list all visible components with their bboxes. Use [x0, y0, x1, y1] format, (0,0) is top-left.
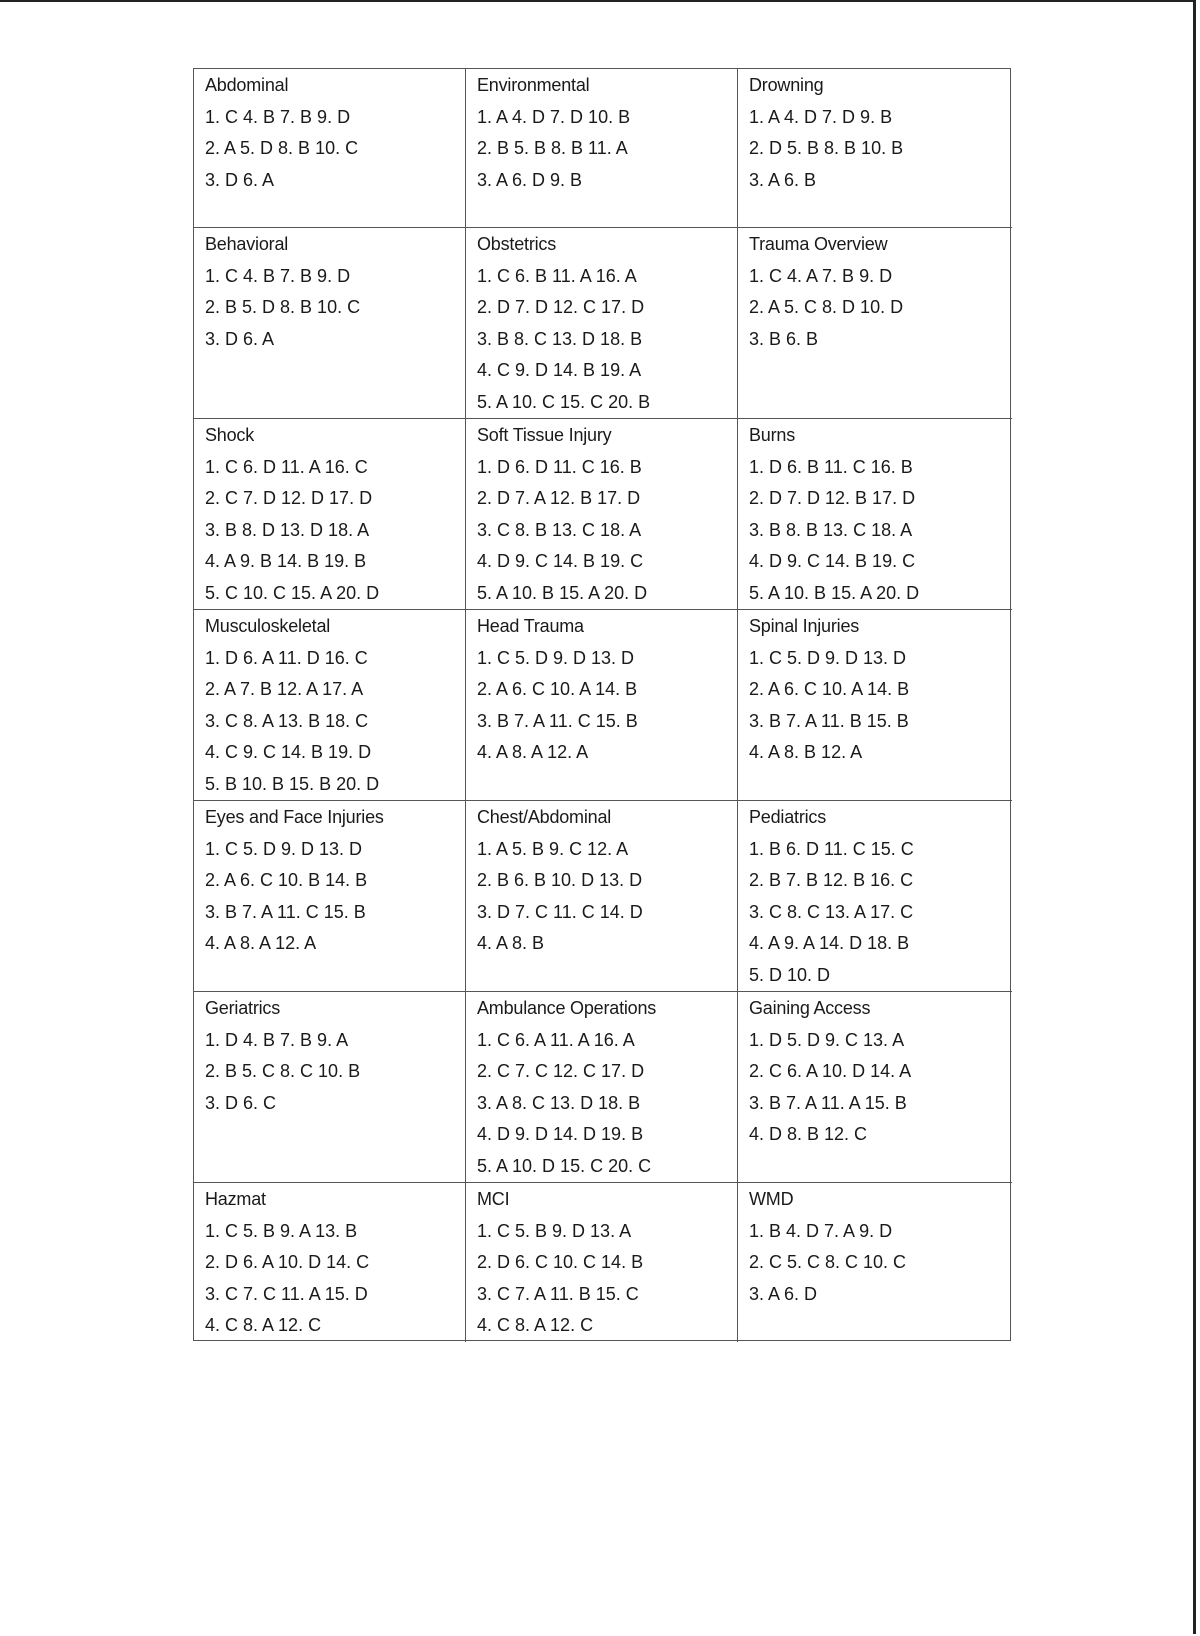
answer-line: 1. C 5. D 9. D 13. D [477, 647, 635, 668]
answer-line: 1. C 6. B 11. A 16. A [477, 265, 637, 286]
answer-section-cell [466, 228, 738, 419]
answer-line: 1. D 5. D 9. C 13. A [749, 1029, 905, 1050]
answer-line: 4. D 9. C 14. B 19. C [749, 551, 916, 571]
answer-line: 1. C 5. B 9. A 13. B [205, 1220, 358, 1241]
answer-line: 2. D 7. D 12. B 17. D [749, 488, 916, 508]
answer-line: 3. A 6. D 9. B [477, 169, 583, 190]
answer-section-cell [738, 992, 1012, 1183]
answer-line: 2. A 6. C 10. A 14. B [749, 679, 910, 699]
section-title: Spinal Injuries [749, 616, 860, 636]
answer-line: 3. C 8. A 13. B 18. C [205, 710, 369, 731]
answer-line: 5. A 10. B 15. A 20. D [749, 582, 920, 603]
answer-line: 4. C 8. A 12. C [477, 1315, 594, 1335]
answer-line: 3. C 7. A 11. B 15. C [477, 1283, 639, 1304]
answer-line: 3. C 8. C 13. A 17. C [749, 901, 914, 922]
section-title: Hazmat [205, 1189, 266, 1209]
answer-line: 3. B 6. B [749, 328, 819, 349]
answer-line: 2. A 6. C 10. A 14. B [477, 679, 638, 699]
answer-line: 3. C 8. B 13. C 18. A [477, 519, 642, 540]
answer-line: 1. D 6. A 11. D 16. C [205, 647, 368, 668]
section-title: Behavioral [205, 234, 289, 254]
answer-line: 5. A 10. B 15. A 20. D [477, 582, 648, 603]
section-title: Geriatrics [205, 998, 281, 1018]
answer-line: 3. B 8. C 13. D 18. B [477, 328, 643, 349]
answer-line: 2. C 6. A 10. D 14. A [749, 1061, 912, 1081]
section-title: Chest/Abdominal [477, 807, 612, 827]
section-title: Environmental [477, 75, 590, 95]
answer-line: 1. C 5. D 9. D 13. D [749, 647, 907, 668]
section-title: Pediatrics [749, 807, 827, 827]
section-title: WMD [749, 1189, 794, 1209]
section-title: Trauma Overview [749, 234, 888, 254]
answer-line: 1. C 4. B 7. B 9. D [205, 265, 351, 286]
answer-line: 2. D 7. A 12. B 17. D [477, 488, 641, 508]
answer-line: 1. C 5. D 9. D 13. D [205, 838, 363, 859]
section-title: MCI [477, 1189, 510, 1209]
section-title: Gaining Access [749, 998, 871, 1018]
answer-line: 2. A 5. C 8. D 10. D [749, 297, 904, 317]
answer-line: 1. B 4. D 7. A 9. D [749, 1220, 893, 1241]
answer-line: 1. C 6. D 11. A 16. C [205, 456, 368, 477]
answer-line: 3. D 7. C 11. C 14. D [477, 901, 643, 922]
answer-section-cell [466, 610, 738, 801]
answer-section-cell [738, 419, 1012, 610]
answer-line: 3. B 7. A 11. A 15. B [749, 1092, 907, 1113]
answer-line: 3. B 8. B 13. C 18. A [749, 519, 913, 540]
answer-section-cell [194, 610, 466, 801]
answer-line: 2. D 6. C 10. C 14. B [477, 1252, 644, 1272]
answer-section-cell [738, 69, 1012, 228]
section-title: Drowning [749, 75, 824, 95]
answer-line: 1. D 6. D 11. C 16. B [477, 456, 642, 477]
answer-line: 4. D 8. B 12. C [749, 1124, 868, 1144]
answer-line: 4. A 8. A 12. A [477, 742, 589, 762]
answer-line: 2. B 5. C 8. C 10. B [205, 1061, 361, 1081]
answer-line: 1. C 4. B 7. B 9. D [205, 106, 351, 127]
answer-line: 2. D 5. B 8. B 10. B [749, 138, 904, 158]
section-title: Obstetrics [477, 234, 557, 254]
answer-line: 3. A 6. B [749, 169, 817, 190]
answer-line: 2. A 6. C 10. B 14. B [205, 870, 368, 890]
answer-section-cell [738, 801, 1012, 992]
answer-line: 4. D 9. D 14. D 19. B [477, 1124, 644, 1144]
answer-section-cell [738, 1183, 1012, 1342]
answer-line: 2. B 6. B 10. D 13. D [477, 870, 643, 890]
answer-line: 2. B 5. D 8. B 10. C [205, 297, 361, 317]
answer-line: 1. A 4. D 7. D 10. B [477, 106, 631, 127]
answer-section-cell [738, 610, 1012, 801]
answer-line: 3. D 6. A [205, 328, 275, 349]
answer-line: 4. D 9. C 14. B 19. C [477, 551, 644, 571]
answer-line: 3. B 8. D 13. D 18. A [205, 519, 370, 540]
section-title: Musculoskeletal [205, 616, 331, 636]
answer-line: 3. B 7. A 11. C 15. B [205, 901, 366, 922]
answer-line: 3. B 7. A 11. B 15. B [749, 710, 909, 731]
answer-line: 1. A 4. D 7. D 9. B [749, 106, 893, 127]
answer-line: 3. D 6. C [205, 1092, 277, 1113]
section-title: Soft Tissue Injury [477, 425, 612, 445]
section-title: Shock [205, 425, 255, 445]
answer-line: 3. D 6. A [205, 169, 275, 190]
answer-line: 3. C 7. C 11. A 15. D [205, 1283, 368, 1304]
answer-line: 2. C 5. C 8. C 10. C [749, 1252, 907, 1272]
answer-section-cell [194, 1183, 466, 1342]
answer-line: 3. A 6. D [749, 1283, 818, 1304]
answer-line: 3. A 8. C 13. D 18. B [477, 1092, 641, 1113]
answer-line: 4. A 9. B 14. B 19. B [205, 551, 367, 571]
answer-line: 1. C 5. B 9. D 13. A [477, 1220, 632, 1241]
answer-line: 1. C 4. A 7. B 9. D [749, 265, 893, 286]
answer-section-cell [738, 228, 1012, 419]
answer-line: 5. D 10. D [749, 964, 831, 985]
answer-line: 4. A 8. B 12. A [749, 742, 863, 762]
section-title: Eyes and Face Injuries [205, 807, 384, 827]
answer-line: 4. A 8. B [477, 933, 545, 953]
answer-line: 4. C 9. C 14. B 19. D [205, 742, 372, 762]
answer-line: 5. A 10. D 15. C 20. C [477, 1155, 652, 1176]
answer-line: 2. B 7. B 12. B 16. C [749, 870, 914, 890]
answer-line: 2. A 7. B 12. A 17. A [205, 679, 364, 699]
answer-key-table [193, 68, 1011, 1341]
answer-section-cell [466, 1183, 738, 1342]
answer-line: 2. A 5. D 8. B 10. C [205, 138, 359, 158]
answer-line: 5. C 10. C 15. A 20. D [205, 582, 380, 603]
answer-section-cell [466, 69, 738, 228]
answer-line: 1. A 5. B 9. C 12. A [477, 838, 629, 859]
answer-section-cell [466, 992, 738, 1183]
answer-line: 2. D 7. D 12. C 17. D [477, 297, 645, 317]
section-title: Head Trauma [477, 616, 584, 636]
section-title: Burns [749, 425, 796, 445]
answer-line: 2. C 7. D 12. D 17. D [205, 488, 373, 508]
answer-line: 4. C 9. D 14. B 19. A [477, 360, 642, 380]
section-title: Ambulance Operations [477, 998, 657, 1018]
answer-line: 2. C 7. C 12. C 17. D [477, 1061, 645, 1081]
answer-line: 2. D 6. A 10. D 14. C [205, 1252, 370, 1272]
answer-section-cell [194, 801, 466, 992]
answer-line: 4. A 9. A 14. D 18. B [749, 933, 910, 953]
answer-line: 5. B 10. B 15. B 20. D [205, 773, 380, 794]
answer-line: 5. A 10. C 15. C 20. B [477, 391, 651, 412]
answer-line: 1. D 4. B 7. B 9. A [205, 1029, 349, 1050]
section-title: Abdominal [205, 75, 289, 95]
answer-line: 1. D 6. B 11. C 16. B [749, 456, 913, 477]
answer-section-cell [194, 228, 466, 419]
answer-section-cell [466, 419, 738, 610]
answer-line: 4. A 8. A 12. A [205, 933, 317, 953]
answer-line: 1. C 6. A 11. A 16. A [477, 1029, 635, 1050]
answer-line: 4. C 8. A 12. C [205, 1315, 322, 1335]
answer-section-cell [194, 69, 466, 228]
answer-section-cell [194, 992, 466, 1183]
answer-line: 3. B 7. A 11. C 15. B [477, 710, 638, 731]
answer-section-cell [466, 801, 738, 992]
answer-line: 1. B 6. D 11. C 15. C [749, 838, 914, 859]
answer-section-cell [194, 419, 466, 610]
answer-line: 2. B 5. B 8. B 11. A [477, 138, 628, 158]
